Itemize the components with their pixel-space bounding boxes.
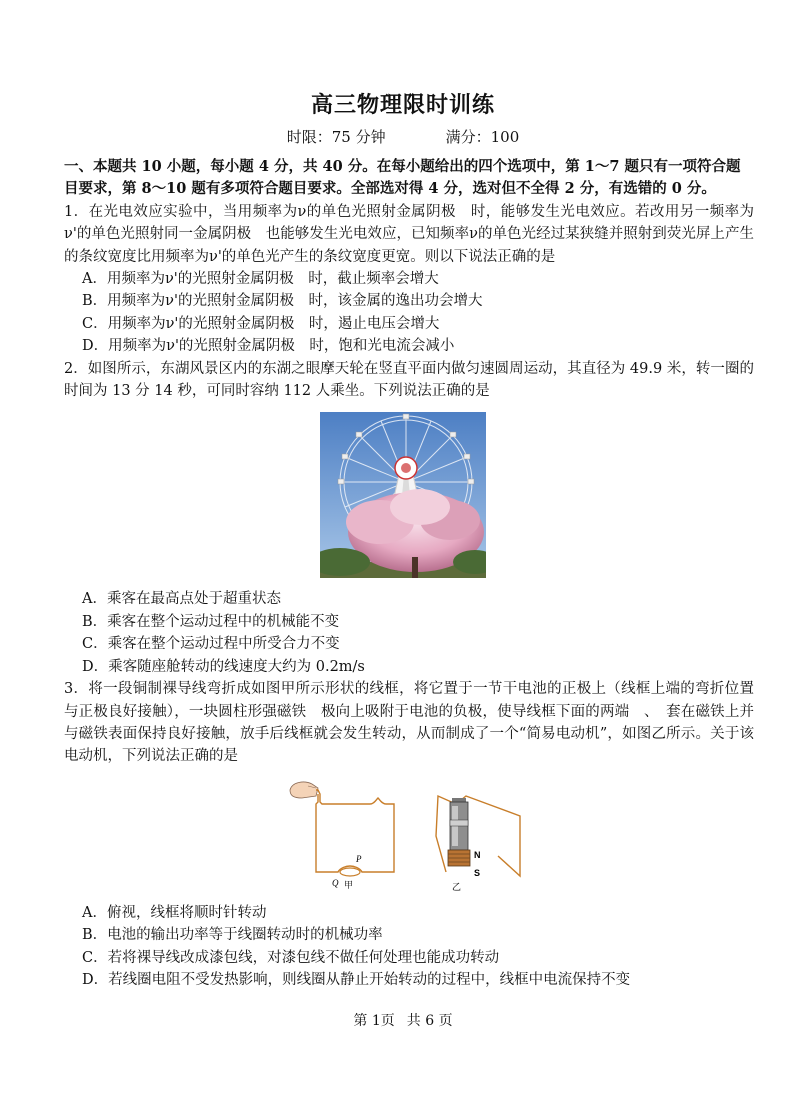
question-2-option-c: C．乘客在整个运动过程中所受合力不变	[82, 636, 340, 653]
page-number: 第 1页	[353, 1013, 395, 1029]
question-1-option-c: C．用频率为ν'的光照射金属阴极 时，遏止电压会增大	[82, 315, 440, 332]
question-3-option-a: A．俯视，线框将顺时针转动	[82, 904, 267, 921]
question-3-stem: 3．将一段铜制裸导线弯折成如图甲所示形状的线框，将它置于一节干电池的正极上（线框上端的弯折位置与正极良好接触），一块圆柱形强磁铁 极向上吸附于电池的负极，使导线框下面的两端 、 套在磁铁上并与磁铁表面保持良好接触，放手后线框就会发生转动，从而制成了一个“简易电动机”，如图乙所示。关于该电动机，下列说法正确的是	[64, 681, 754, 765]
label-n: N	[474, 849, 481, 860]
label-s: S	[474, 867, 481, 878]
figure-yi	[436, 796, 520, 892]
page-title: 高三物理限时训练	[310, 92, 495, 118]
page-footer	[0, 1010, 806, 1030]
time-limit: 时限：75 分钟	[286, 128, 386, 146]
question-1-option-b: B．用频率为ν'的光照射金属阴极 时，该金属的逸出功会增大	[82, 293, 483, 310]
section-intro: 一、本题共 10 小题，每小题 4 分，共 40 分。在每小题给出的四个选项中，第 1～7 题只有一项符合题目要求，第 8～10 题有多项符合题目要求。全部选对得 4 分，选对但不全得 2 分，有选错的 0 分。	[64, 158, 741, 198]
exam-content	[64, 156, 754, 991]
label-yi: 乙	[452, 881, 462, 892]
exam-info	[0, 126, 806, 147]
label-p: P	[356, 853, 362, 864]
question-2-stem: 2．如图所示，东湖风景区内的东湖之眼摩天轮在竖直平面内做匀速圆周运动，其直径为 49.9 米，转一圈的时间为 13 分 14 秒，可同时容纳 112 人乘坐。下列说法正确的是	[64, 360, 754, 400]
question-1-stem: 1．在光电效应实验中，当用频率为ν的单色光照射金属阴极 时，能够发生光电效应。若改用另一频率为ν'的单色光照射同一金属阴极 也能够发生光电效应，已知频率ν的单色光经过某狭缝并照射到荧光屏上产生的条纹宽度比用频率为ν'的单色光产生的条纹宽度更宽。则以下说法正确的是	[64, 203, 754, 265]
question-2-option-b: B．乘客在整个运动过程中的机械能不变	[82, 613, 340, 630]
simple-motor-figure	[286, 776, 526, 896]
full-score: 满分：100	[445, 128, 520, 146]
label-q: Q	[332, 877, 339, 888]
page-total: 共 6 页	[406, 1013, 453, 1029]
label-jia: 甲	[344, 879, 354, 890]
question-3-option-c: C．若将裸导线改成漆包线，对漆包线不做任何处理也能成功转动	[82, 949, 500, 966]
question-2-option-d: D．乘客随座舱转动的线速度大约为 0.2m/s	[82, 658, 365, 675]
question-1-option-a: A．用频率为ν'的光照射金属阴极 时，截止频率会增大	[82, 271, 439, 288]
question-2-option-a: A．乘客在最高点处于超重状态	[82, 591, 281, 608]
question-1-option-d: D．用频率为ν'的光照射金属阴极 时，饱和光电流会减小	[82, 338, 455, 355]
ferris-wheel-photo	[320, 412, 486, 578]
question-3-option-d: D．若线圈电阻不受发热影响，则线圈从静止开始转动的过程中，线框中电流保持不变	[82, 971, 631, 988]
question-3-option-b: B．电池的输出功率等于线圈转动时的机械功率	[82, 927, 383, 944]
figure-jia	[290, 782, 394, 890]
